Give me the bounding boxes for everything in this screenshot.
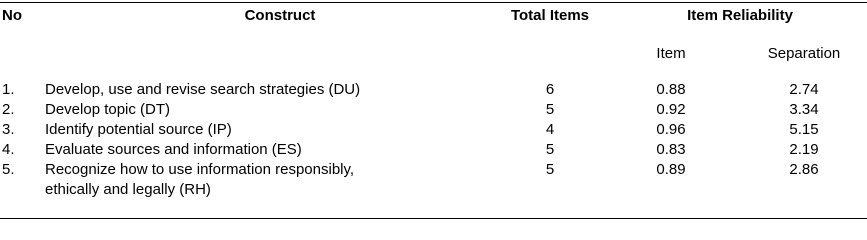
row-separation: 5.15 [789, 121, 819, 138]
row-no: 3. [2, 121, 15, 138]
row-construct-continued: ethically and legally (RH) [45, 181, 211, 198]
header-item: Item [656, 45, 686, 62]
row-total-items: 5 [545, 101, 555, 118]
row-total-items: 5 [545, 161, 555, 178]
header-no: No [2, 7, 22, 24]
row-construct: Identify potential source (IP) [45, 121, 232, 138]
row-construct: Develop topic (DT) [45, 101, 171, 118]
row-no: 5. [2, 161, 15, 178]
row-separation: 3.34 [789, 101, 819, 118]
row-no: 4. [2, 141, 15, 158]
row-separation: 2.19 [789, 141, 819, 158]
header-item-reliability: Item Reliability [687, 7, 793, 24]
row-total-items: 5 [545, 141, 555, 158]
header-construct: Construct [244, 7, 316, 24]
row-item: 0.88 [656, 81, 686, 98]
row-item: 0.92 [656, 101, 686, 118]
row-construct: Develop, use and revise search strategies (DU) [45, 81, 361, 98]
table-top-rule [0, 2, 867, 3]
row-no: 1. [2, 81, 15, 98]
header-separation: Separation [767, 45, 841, 62]
row-separation: 2.86 [789, 161, 819, 178]
row-item: 0.89 [656, 161, 686, 178]
table-bottom-rule [0, 218, 867, 219]
row-construct: Recognize how to use information responsibly, [45, 161, 355, 178]
row-item: 0.96 [656, 121, 686, 138]
row-total-items: 6 [545, 81, 555, 98]
row-no: 2. [2, 101, 15, 118]
header-total-items: Total Items [510, 7, 590, 24]
row-separation: 2.74 [789, 81, 819, 98]
row-construct: Evaluate sources and information (ES) [45, 141, 302, 158]
row-total-items: 4 [545, 121, 555, 138]
row-item: 0.83 [656, 141, 686, 158]
